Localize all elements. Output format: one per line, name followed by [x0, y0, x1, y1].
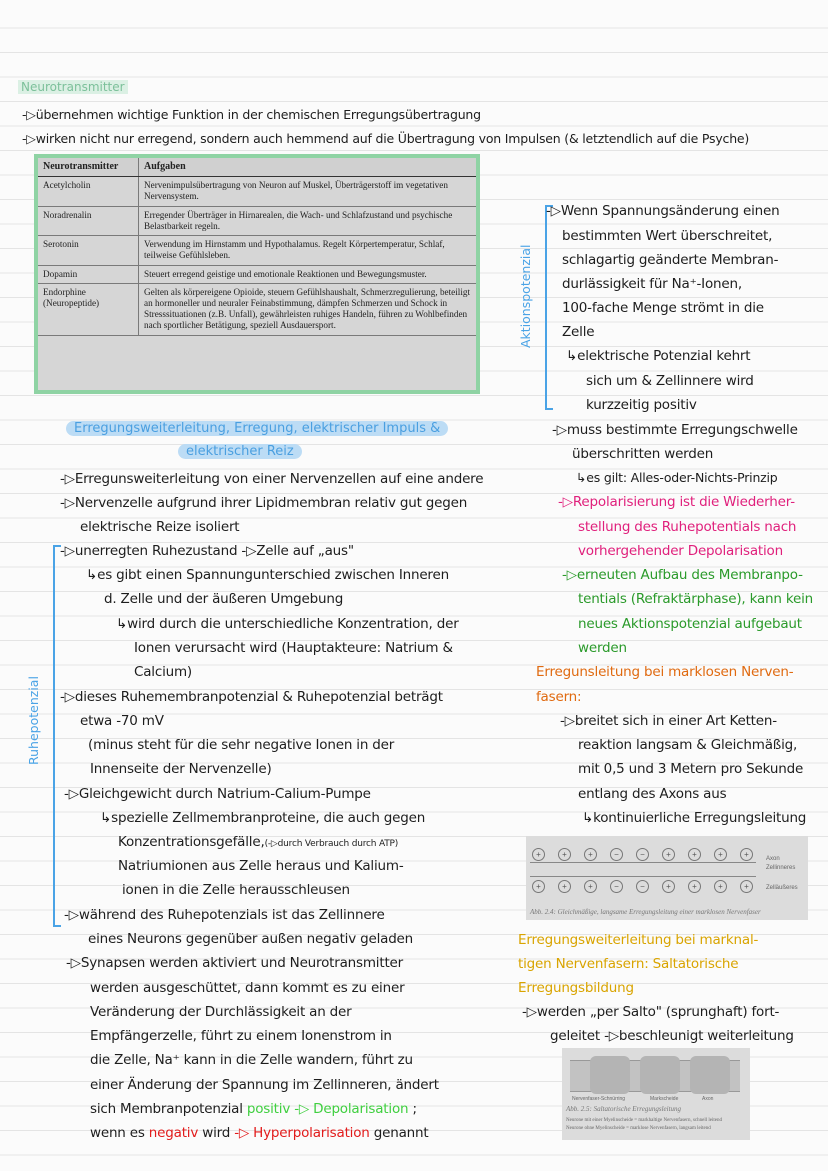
table-cell: Acetylcholin [38, 177, 139, 206]
refraktaer-line: tentials (Refraktärphase), kann kein [578, 591, 813, 607]
threshold-line: ↳es gilt: Alles-oder-Nichts-Prinzip [576, 470, 778, 485]
markless-title: fasern: [536, 689, 582, 705]
table-row [38, 265, 476, 283]
body-line: -▷Nervenzelle aufgrund ihrer Lipidmembran relativ gut gegen [60, 495, 468, 511]
table-header-aufgaben: Aufgaben [139, 158, 477, 177]
depolarisation-text: positiv -▷ Depolarisation [246, 1101, 409, 1117]
ion-symbol: + [714, 848, 727, 861]
myelin-sheath [590, 1056, 630, 1094]
ap-line: 100-fache Menge strömt in die [562, 300, 764, 316]
ap-line: -▷Wenn Spannungsänderung einen [546, 203, 780, 219]
saltatory-title: tigen Nervenfasern: Saltatorische [518, 956, 739, 972]
body-line: -▷Erregunsweiterleitung von einer Nervenzellen auf eine andere [60, 471, 484, 487]
body-line: Empfängerzelle, führt zu einem Ionenstrom in [90, 1028, 392, 1044]
label-axon: Axon [766, 856, 780, 862]
ap-line: sich um & Zellinnere wird [586, 373, 754, 389]
ap-line: schlagartig geänderte Membran- [562, 252, 779, 268]
neurotransmitter-table-image [34, 154, 480, 394]
body-line: Natriumionen aus Zelle heraus und Kalium- [118, 858, 404, 874]
axon-membrane-line [530, 862, 756, 863]
refraktaer-line: werden [578, 640, 627, 656]
table-row [38, 206, 476, 235]
body-line-konzentration [118, 830, 398, 856]
atp-note: (-▷durch Verbrauch durch ATP) [264, 839, 399, 849]
myelin-sheath [690, 1056, 730, 1094]
semicolon-text: ; [412, 1101, 417, 1117]
ap-line: ↳elektrische Potenzial kehrt [566, 348, 751, 364]
table-row [38, 236, 476, 265]
konzentration-text: Konzentrationsgefälle, [118, 834, 265, 850]
body-line: ↳es gibt einen Spannungunterschied zwischen Inneren [86, 567, 449, 583]
body-line: d. Zelle und der äußeren Umgebung [104, 591, 344, 607]
ap-line: kurzzeitig positiv [586, 397, 697, 413]
ion-symbol: + [532, 848, 545, 861]
markless-line: -▷breitet sich in einer Art Ketten- [560, 713, 777, 729]
markless-line: ↳kontinuierliche Erregungsleitung [582, 810, 807, 826]
ap-line: durlässigkeit für Na⁺-Ionen, [562, 276, 742, 292]
body-line: ionen in die Zelle herausschleusen [122, 882, 350, 898]
ion-symbol: + [584, 880, 597, 893]
intro-line-2: -▷wirken nicht nur erregend, sondern auch hemmend auf die Übertragung von Impulsen (& letztendlich auf die Psyche) [22, 131, 750, 146]
ap-line: bestimmten Wert überschreitet, [562, 228, 773, 244]
table-cell: Endorphine (Neuropeptide) [38, 283, 139, 335]
figure-saltatory-conduction [562, 1048, 750, 1140]
ion-symbol: + [714, 880, 727, 893]
ion-symbol: − [610, 848, 623, 861]
myelin-sheath [640, 1056, 680, 1094]
section-title-erregung-1: Erregungsweiterleitung, Erregung, elektrischer Impuls & [66, 421, 448, 436]
table-row [38, 283, 476, 335]
saltatory-title: Erregungsbildung [518, 980, 634, 996]
ion-symbol: + [662, 880, 675, 893]
wird-text: wird [202, 1125, 231, 1141]
table-cell: Serotonin [38, 236, 139, 265]
body-line: Innenseite der Nervenzelle) [90, 761, 272, 777]
table-cell: Steuert erregend geistige und emotionale Reaktionen und Bewegungsmuster. [139, 265, 477, 283]
ruhepotenzial-bracket [53, 545, 55, 927]
table-header-neurotransmitter: Neurotransmitter [38, 158, 139, 177]
figure-note: Neurone ohne Myelinscheide = marklose Nervenfasern, langsam leitend [566, 1126, 711, 1131]
body-line-depolarisation [90, 1097, 417, 1121]
markless-title: Erregunsleitung bei marklosen Nerven- [536, 664, 794, 680]
markless-line: mit 0,5 und 3 Metern pro Sekunde [578, 761, 804, 777]
markless-line: reaktion langsam & Gleichmäßig, [578, 737, 798, 753]
ion-symbol: + [558, 880, 571, 893]
body-line: ↳wird durch die unterschiedliche Konzentration, der [116, 616, 459, 632]
intro-line-1: -▷übernehmen wichtige Funktion in der chemischen Erregungsübertragung [22, 107, 481, 122]
body-line: etwa -70 mV [80, 713, 164, 729]
label-ranvier-node: Nervenfaser-Schnürring [572, 1096, 626, 1102]
label-myelin: Markscheide [650, 1096, 679, 1102]
table-cell: Erregender Überträger in Hirnarealen, die Wach- und Schlafzustand und psychische Belastbarkeit regeln. [139, 206, 477, 235]
ion-symbol: + [740, 880, 753, 893]
ion-symbol: + [688, 880, 701, 893]
saltatory-title: Erregungsweiterleitung bei marknal- [518, 932, 759, 948]
body-line: einer Änderung der Spannung im Zellinneren, ändert [90, 1077, 439, 1093]
ion-symbol: + [740, 848, 753, 861]
bracket-tick-bottom [53, 925, 61, 927]
table-cell: Dopamin [38, 265, 139, 283]
ion-symbol: − [636, 848, 649, 861]
body-line: (minus steht für die sehr negative Ionen in der [88, 737, 395, 753]
body-line: Ionen verursacht wird (Hauptakteure: Natrium & [134, 640, 453, 656]
body-line: eines Neurons gegenüber außen negativ geladen [88, 931, 414, 947]
markless-line: entlang des Axons aus [578, 786, 727, 802]
hyperpolarisation-text: -▷ Hyperpolarisation [234, 1125, 370, 1141]
genannt-text: genannt [373, 1125, 429, 1141]
table-cell: Nervenimpulsübertragung von Neuron auf Muskel, Überträgerstoff im vegetativen Nervensystem. [139, 177, 477, 206]
ion-symbol: + [532, 880, 545, 893]
body-line: -▷dieses Ruhemembranpotenzial & Ruhepotenzial beträgt [60, 689, 443, 705]
label-outer: Zelläußeres [766, 885, 798, 891]
ap-line: Zelle [562, 324, 595, 340]
table-cell: Noradrenalin [38, 206, 139, 235]
ion-symbol: + [558, 848, 571, 861]
body-line: ↳spezielle Zellmembranproteine, die auch gegen [100, 810, 426, 826]
body-line: -▷Gleichgewicht durch Natrium-Calium-Pumpe [64, 786, 371, 802]
negativ-text: negativ [148, 1125, 199, 1141]
threshold-line: -▷muss bestimmte Erregungschwelle [552, 422, 798, 438]
body-line: Calcium) [134, 664, 192, 680]
saltatory-line: geleitet -▷beschleunigt weiterleitung [550, 1028, 794, 1044]
body-text: sich Membranpotenzial [90, 1101, 243, 1117]
table-cell: Verwendung im Hirnstamm und Hypothalamus. Regelt Körpertemperatur, Schlaf, teilweise Gefühlsleben. [139, 236, 477, 265]
neurotransmitter-table [38, 158, 476, 336]
axon-membrane-line [530, 876, 756, 877]
body-line-hyperpolarisation [90, 1121, 428, 1145]
body-line: -▷Synapsen werden aktiviert und Neurotransmitter [66, 955, 403, 971]
table-row [38, 177, 476, 206]
label-axon: Axon [702, 1096, 714, 1102]
aktionspotenzial-label: Aktionspotenzial [518, 244, 533, 348]
body-line: die Zelle, Na⁺ kann in die Zelle wandern, führt zu [90, 1052, 413, 1068]
figure-continuous-conduction [526, 836, 808, 920]
body-line: -▷unerregten Ruhezustand -▷Zelle auf „aus" [60, 543, 354, 559]
figure-caption: Abb. 2.5: Saltatorische Erregungsleitung [566, 1105, 682, 1113]
saltatory-line: -▷werden „per Salto" (sprunghaft) fort- [522, 1004, 780, 1020]
refraktaer-line: neues Aktionspotenzial aufgebaut [578, 616, 802, 632]
table-cell: Gelten als körpereigene Opioide, steuern Gefühlshaushalt, Schmerzregulierung, beteiligt an hormoneller und neuraler Feinabstimmung, dämpfen Schmerzen und Schock in Stresssituationen (z.B. Unfall), gewährleisten ruhiges Handeln, führen zu Wohlbefinden nach sportlicher Betätigung, speziell Ausdauersport. [139, 283, 477, 335]
figure-note: Neurone mit einer Myelinscheide = markhaltige Nervenfasern, schnell leitend [566, 1118, 722, 1123]
ion-symbol: + [662, 848, 675, 861]
figure-caption: Abb. 2.4: Gleichmäßige, langsame Erregungsleitung einer marklosen Nervenfaser [530, 908, 761, 916]
ion-symbol: + [584, 848, 597, 861]
aktionspotenzial-bracket [545, 205, 547, 410]
repolarisation-line: vorhergehender Depolarisation [578, 543, 783, 559]
body-line: werden ausgeschüttet, dann kommt es zu einer [90, 980, 405, 996]
ion-symbol: + [688, 848, 701, 861]
ion-symbol: − [610, 880, 623, 893]
section-title-erregung-2: elektrischer Reiz [178, 444, 302, 459]
repolarisation-line: -▷Repolarisierung ist die Wiederher- [558, 494, 795, 510]
threshold-line: überschritten werden [572, 446, 714, 462]
label-inner: Zellinneres [766, 865, 796, 871]
body-text: wenn es [90, 1125, 145, 1141]
ion-symbol: − [636, 880, 649, 893]
ruhepotenzial-label: Ruhepotenzial [26, 676, 41, 765]
body-line: elektrische Reize isoliert [80, 519, 240, 535]
body-line: -▷während des Ruhepotenzials ist das Zellinnere [64, 907, 385, 923]
repolarisation-line: stellung des Ruhepotentials nach [578, 519, 797, 535]
body-line: Veränderung der Durchlässigkeit an der [90, 1004, 352, 1020]
bracket-tick-bottom [545, 408, 553, 410]
section-title-neurotransmitter: Neurotransmitter [18, 80, 128, 94]
refraktaer-line: -▷erneuten Aufbau des Membranpo- [562, 567, 803, 583]
